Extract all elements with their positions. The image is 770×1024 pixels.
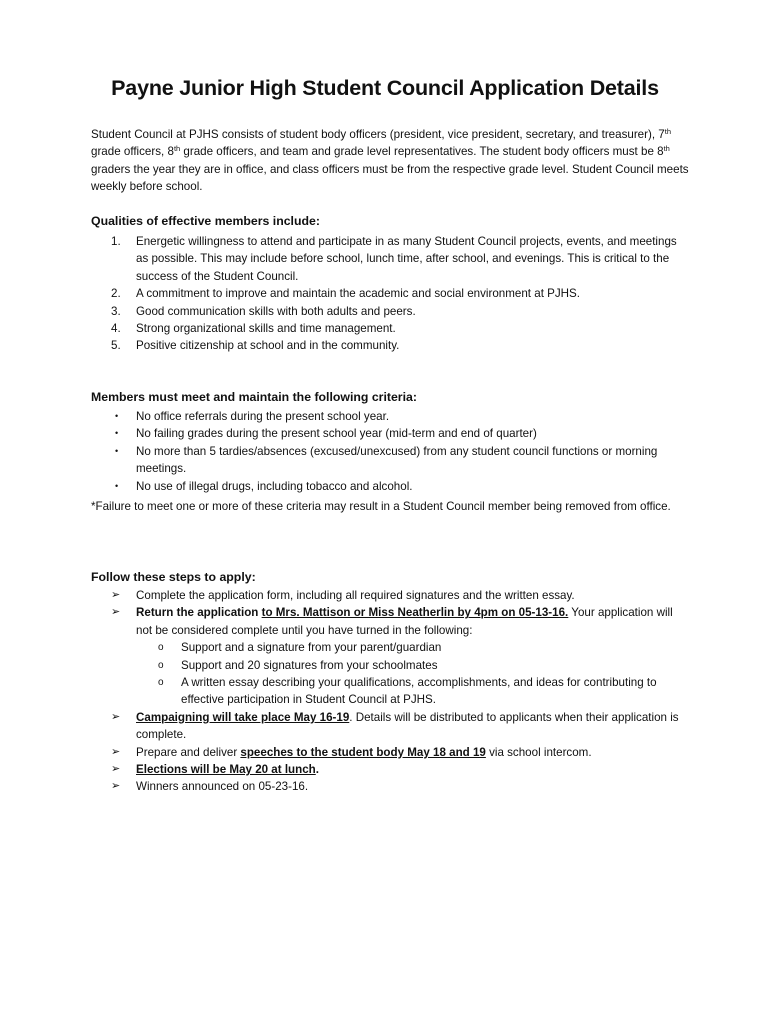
list-item: • No use of illegal drugs, including tobacco and alcohol. [91, 478, 691, 495]
list-item: 1. Energetic willingness to attend and participate in as many Student Council projects, events, and meetings as possible. This may include before school, lunch time, after school, and evenings. This is critical to the success of the Student Council. [111, 235, 677, 283]
list-item: ➢ Campaigning will take place May 16-19. Details will be distributed to applicants when their application is complete. [111, 710, 679, 742]
list-item: • No more than 5 tardies/absences (excused/unexcused) from any student council functions or morning meetings. [115, 444, 658, 476]
list-item: ➢ Return the application to Mrs. Mattison or Miss Neatherlin by 4pm on 05-13-16. Your application will not be considered complete until you have turned in the following: o Support and a signature from your parent/guardian o Support and 20 signatures from your schoolmates o A written essay describing your qualifications, accomplishments, and ideas for contributing to effective participation in Student Council at PJHS. [91, 604, 691, 708]
bullet-icon: • [115, 480, 119, 491]
qualities-list [91, 233, 691, 355]
criteria-list [91, 408, 691, 495]
list-item: ➢ Prepare and deliver speeches to the student body May 18 and 19 via school intercom. [91, 744, 691, 761]
arrow-bullet-icon: ➢ [111, 763, 121, 776]
steps-heading: Follow these steps to apply: [91, 570, 256, 584]
intro-paragraph: Student Council at PJHS consists of student body officers (president, vice president, secretary, and treasurer), 7th grade officers, 8th grade officers, and team and grade level representatives. The student body officers must be 8th graders the year they are in office, and class officers must be from the respective grade level. Student Council meets weekly before school. [91, 127, 689, 194]
list-item: o A written essay describing your qualifications, accomplishments, and ideas for contributing to effective participation in Student Council at PJHS. [158, 676, 657, 707]
list-item: 3. Good communication skills with both adults and peers. [111, 304, 416, 318]
circle-bullet-icon: o [158, 677, 164, 689]
circle-bullet-icon: o [158, 642, 164, 654]
arrow-bullet-icon: ➢ [111, 589, 121, 601]
bullet-icon: • [115, 445, 119, 456]
circle-bullet-icon: o [158, 659, 164, 671]
steps-list [91, 587, 691, 796]
criteria-heading: Members must meet and maintain the following criteria: [91, 390, 417, 404]
page-title: Payne Junior High Student Council Application Details [111, 76, 659, 100]
arrow-bullet-icon: ➢ [111, 780, 121, 793]
bullet-icon: • [115, 411, 119, 421]
list-item: ➢ Elections will be May 20 at lunch. [91, 761, 691, 778]
list-item: • No office referrals during the present school year. [91, 408, 691, 425]
list-item: o Support and a signature from your parent/guardian [136, 639, 691, 656]
qualities-heading: Qualities of effective members include: [91, 214, 320, 228]
required-items-list [136, 639, 691, 709]
list-item: o Support and 20 signatures from your schoolmates [136, 657, 691, 674]
arrow-bullet-icon: ➢ [111, 606, 121, 619]
arrow-bullet-icon: ➢ [111, 710, 121, 723]
criteria-note: *Failure to meet one or more of these criteria may result in a Student Council member being removed from office. [91, 500, 671, 513]
list-item: ➢ Complete the application form, including all required signatures and the written essay. [91, 587, 691, 604]
bullet-icon: • [115, 428, 119, 439]
list-item: 2. A commitment to improve and maintain the academic and social environment at PJHS. [111, 287, 580, 301]
list-item: • No failing grades during the present school year (mid-term and end of quarter) [91, 425, 691, 442]
list-item: 5. Positive citizenship at school and in the community. [111, 339, 400, 353]
arrow-bullet-icon: ➢ [111, 745, 121, 758]
list-item: ➢ Winners announced on 05-23-16. [91, 778, 691, 795]
list-item: 4. Strong organizational skills and time management. [111, 322, 396, 336]
